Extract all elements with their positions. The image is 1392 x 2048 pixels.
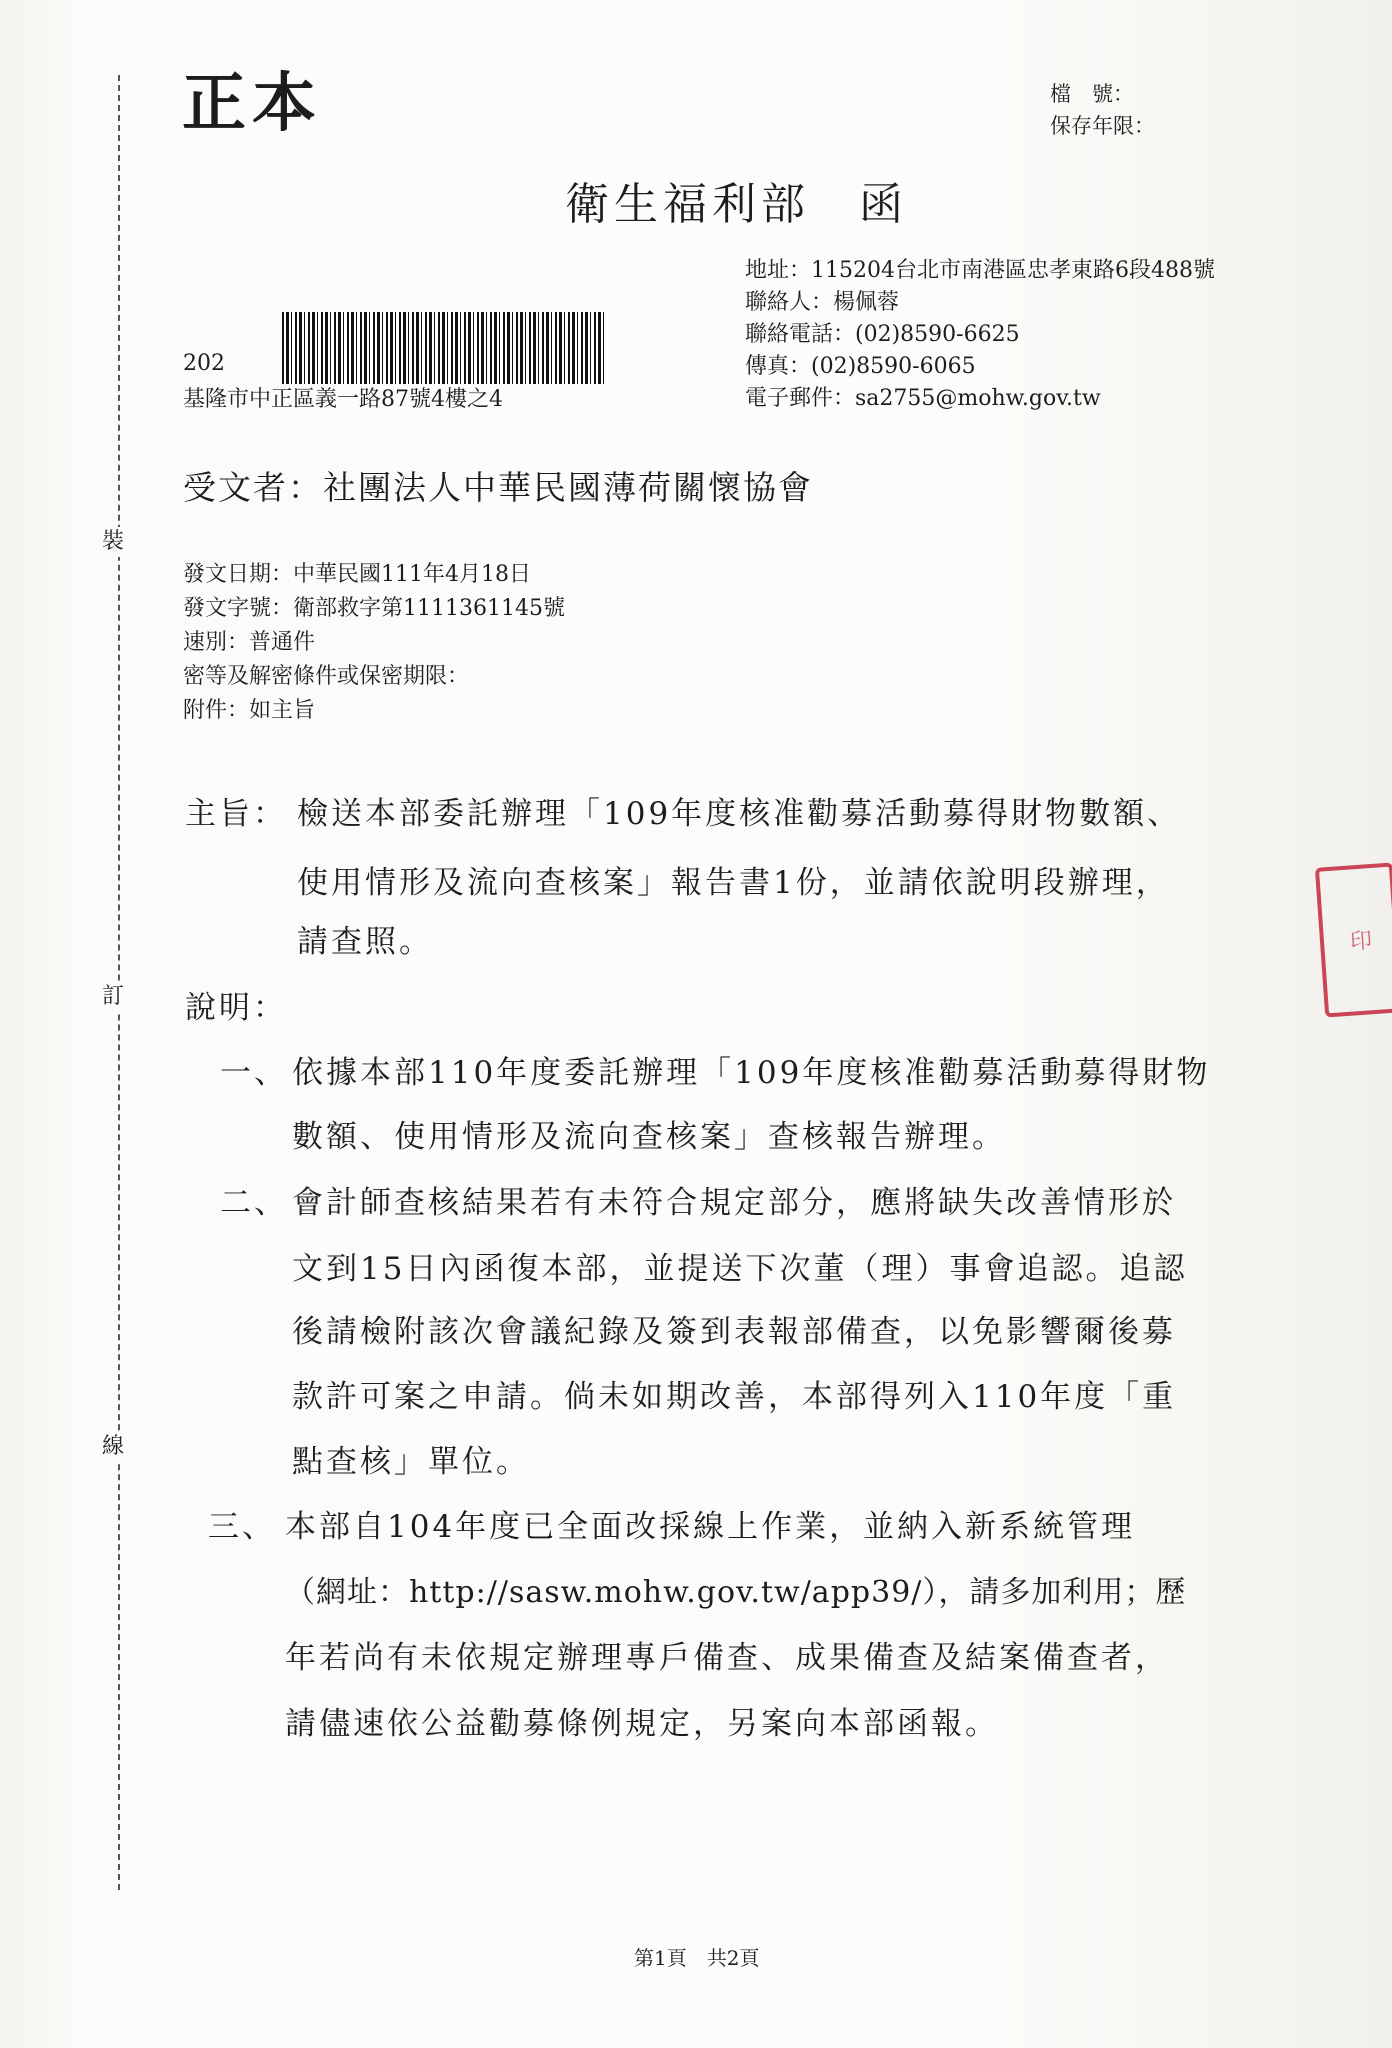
retention-period-label: 保存年限：	[1050, 114, 1155, 138]
original-copy-mark: 正本	[182, 66, 322, 141]
file-meta	[1050, 78, 1155, 142]
postal-address: 基隆市中正區義一路87號4樓之4	[183, 387, 503, 412]
recipient: 受文者：社團法人中華民國薄荷關懷協會	[183, 468, 813, 507]
attachment: 附件：如主旨	[183, 698, 316, 723]
binding-mark-xian: 線	[102, 1432, 124, 1462]
contact-fax: 傳真：(02)8590-6065	[745, 354, 976, 379]
item-line: 文到15日內函復本部，並提送下次董（理）事會追認。追認	[292, 1251, 1188, 1287]
item-line: 請儘速依公益勸募條例規定，另案向本部函報。	[285, 1706, 999, 1742]
dispatch-date: 發文日期：中華民國111年4月18日	[183, 562, 531, 587]
item-line: 會計師查核結果若有未符合規定部分，應將缺失改善情形於	[292, 1185, 1176, 1221]
item-line: 後請檢附該次會議紀錄及簽到表報部備查，以免影響爾後募	[292, 1314, 1176, 1350]
dispatch-speed: 速別：普通件	[183, 630, 316, 655]
subject-line: 請查照。	[297, 924, 433, 960]
binding-mark-ding: 訂	[102, 982, 124, 1012]
contact-address: 地址：115204台北市南港區忠孝東路6段488號	[745, 258, 1215, 283]
postal-code: 202	[183, 351, 225, 376]
item-line: 依據本部110年度委託辦理「109年度核准勸募活動募得財物	[292, 1055, 1211, 1091]
page-number: 第1頁 共2頁	[634, 1946, 760, 1970]
file-number-label: 檔 號：	[1050, 82, 1134, 106]
subject-line: 檢送本部委託辦理「109年度核准勸募活動募得財物數額、	[297, 796, 1182, 832]
contact-phone: 聯絡電話：(02)8590-6625	[745, 322, 1020, 347]
item-line: 本部自104年度已全面改採線上作業，並納入新系統管理	[285, 1509, 1136, 1545]
contact-email: 電子郵件：sa2755@mohw.gov.tw	[745, 386, 1101, 411]
red-seal-stamp: 印	[1315, 862, 1392, 1017]
item-marker: 二、	[220, 1185, 288, 1221]
item-marker: 三、	[208, 1509, 276, 1545]
contact-person: 聯絡人：楊佩蓉	[745, 290, 900, 315]
secrecy-level: 密等及解密條件或保密期限：	[183, 664, 470, 689]
item-line: 數額、使用情形及流向查核案」查核報告辦理。	[292, 1119, 1006, 1155]
item-line: 點查核」單位。	[292, 1444, 530, 1480]
postal-block	[183, 346, 503, 418]
item-line: 款許可案之申請。倘未如期改善，本部得列入110年度「重	[292, 1379, 1177, 1415]
subject-line: 使用情形及流向查核案」報告書1份，並請依說明段辦理，	[297, 865, 1170, 901]
contact-block	[745, 255, 1215, 415]
item-line: 年若尚有未依規定辦理專戶備查、成果備查及結案備查者，	[285, 1640, 1169, 1676]
item-marker: 一、	[220, 1055, 288, 1091]
subject-label: 主旨：	[185, 796, 287, 832]
explanation-label: 說明：	[185, 990, 287, 1026]
document-title: 衛生福利部 函	[565, 179, 908, 230]
dispatch-number: 發文字號：衛部救字第1111361145號	[183, 596, 565, 621]
binding-mark-zhuang: 裝	[102, 527, 124, 557]
dispatch-meta	[183, 558, 565, 728]
item-line: （網址：http://sasw.mohw.gov.tw/app39/），請多加利用；歷	[285, 1575, 1187, 1610]
